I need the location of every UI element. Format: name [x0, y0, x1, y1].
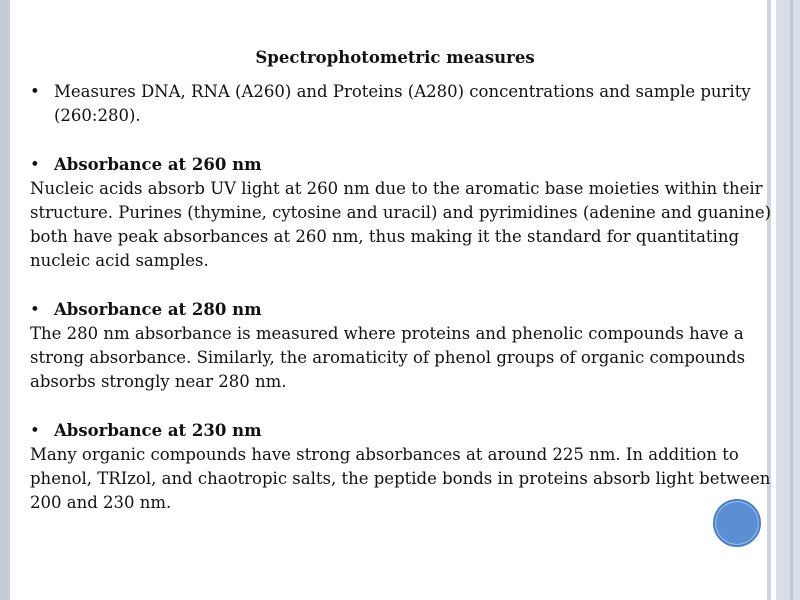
left-border-stripe — [0, 0, 10, 600]
bullet-icon: • — [30, 299, 40, 319]
right-border-line — [790, 0, 793, 600]
section-body: Nucleic acids absorb UV light at 260 nm due to the aromatic base moieties within their structure. Purines (thymine, cytosine and uracil) and pyrimidines (adenine and guanine) both have peak absorbances at 260 nm, thus making it the standard for quantitating nucleic acid samples. — [30, 178, 772, 271]
circle-icon — [713, 499, 761, 547]
section-body: The 280 nm absorbance is measured where proteins and phenolic compounds have a strong absorbance. Similarly, the aromaticity of phenol groups of organic compounds absorbs strongly near 280 nm. — [30, 324, 746, 392]
bullet-icon: • — [30, 154, 40, 174]
bullet-icon: • — [30, 420, 40, 440]
section-260 — [30, 153, 782, 274]
section-280 — [30, 298, 782, 395]
section-heading-text: Absorbance at 230 nm — [54, 420, 262, 440]
section-heading — [30, 298, 782, 322]
intro-bullet — [30, 80, 782, 128]
slide-title: Spectrophotometric measures — [255, 48, 535, 67]
bullet-icon: • — [30, 82, 40, 101]
section-body: Many organic compounds have strong absorbances at around 225 nm. In addition to phenol, TRIzol, and chaotropic salts, the peptide bonds in proteins absorb light between 200 and 230 nm. — [30, 445, 771, 513]
section-heading — [30, 153, 782, 177]
section-heading — [30, 419, 782, 443]
slide-content — [30, 80, 782, 516]
intro-text: Measures DNA, RNA (A260) and Proteins (A280) concentrations and sample purity (260:280). — [54, 82, 751, 126]
section-230 — [30, 419, 782, 516]
section-heading-text: Absorbance at 280 nm — [54, 299, 262, 319]
section-heading-text: Absorbance at 260 nm — [54, 154, 262, 174]
